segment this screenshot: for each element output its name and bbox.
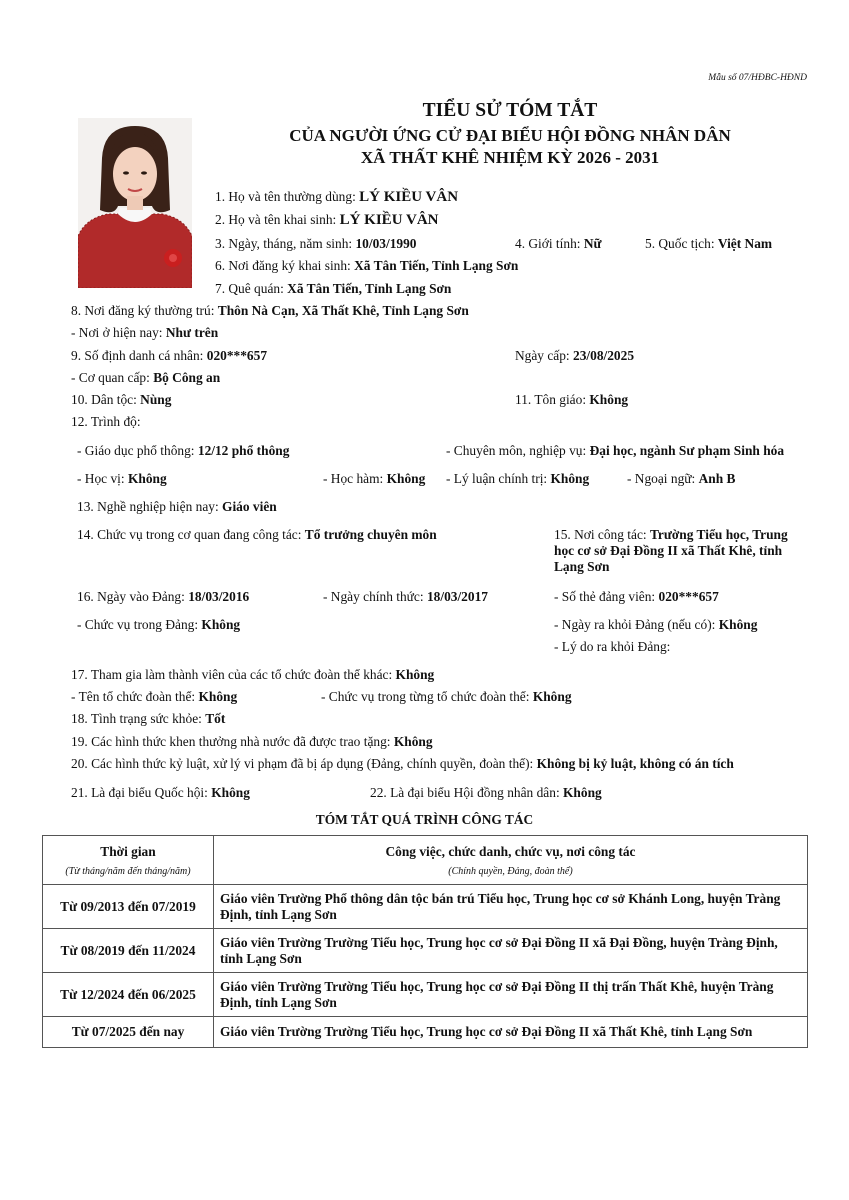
column-title: Công việc, chức danh, chức vụ, nơi công tác <box>385 843 636 859</box>
field-party-leave-reason: - Lý do ra khỏi Đảng: <box>554 639 671 654</box>
candidate-photo <box>78 118 192 288</box>
field-value: Đại học, ngành Sư phạm Sinh hóa <box>589 443 785 458</box>
field-party-leave-date <box>554 617 757 633</box>
field-value: Không <box>201 617 241 632</box>
field-value: Trường Tiểu học, Trung học cơ sở Đại Đồng II xã Thất Khê, tỉnh Lạng Sơn <box>554 527 788 574</box>
field-value: Anh B <box>698 471 736 486</box>
field-specialization <box>446 443 784 459</box>
field-health <box>71 711 225 727</box>
form-number: Mẫu số 07/HĐBC-HĐND <box>708 73 807 83</box>
field-label: - Học hàm: <box>323 471 387 486</box>
field-label: - Nơi ở hiện nay: <box>71 325 166 340</box>
field-occupation <box>77 499 277 515</box>
field-organization-position <box>321 689 572 705</box>
field-workplace <box>554 527 809 575</box>
field-label: 7. Quê quán: <box>215 281 288 296</box>
field-label: 15. Nơi công tác: <box>554 527 650 542</box>
field-label: - Ngày chính thức: <box>323 589 427 604</box>
field-label: - Ngoại ngữ: <box>627 471 699 486</box>
work-history-table <box>42 835 808 1048</box>
table-row <box>43 973 808 1017</box>
field-value: Không <box>563 785 602 800</box>
column-header-description <box>214 836 808 885</box>
field-value: Thôn Nà Cạn, Xã Thất Khê, Tỉnh Lạng Sơn <box>217 303 469 318</box>
portrait-image <box>78 118 192 288</box>
field-label: 18. Tình trạng sức khỏe: <box>71 711 206 726</box>
row-period: Từ 12/2024 đến 06/2025 <box>43 973 214 1017</box>
field-label: 6. Nơi đăng ký khai sinh: <box>215 258 355 273</box>
field-label: - Số thẻ đảng viên: <box>554 589 659 604</box>
field-label: 10. Dân tộc: <box>71 392 141 407</box>
field-label: - Chức vụ trong Đảng: <box>77 617 202 632</box>
column-subtitle: (Từ tháng/năm đến tháng/năm) <box>65 865 191 877</box>
field-label: 2. Họ và tên khai sinh: <box>215 212 340 227</box>
field-label: 3. Ngày, tháng, năm sinh: <box>215 236 356 251</box>
field-nationality <box>645 236 772 252</box>
field-value: 23/08/2025 <box>573 348 635 363</box>
field-value: Xã Tân Tiến, Tỉnh Lạng Sơn <box>354 258 519 273</box>
column-header-period <box>43 836 214 885</box>
field-value: Không bị kỷ luật, không có án tích <box>536 756 734 771</box>
column-subtitle: (Chính quyền, Đảng, đoàn thể) <box>448 865 573 877</box>
field-ethnicity <box>71 392 171 408</box>
row-period: Từ 07/2025 đến nay <box>43 1017 214 1048</box>
field-peoples-council-delegate <box>370 785 602 801</box>
field-value: Việt Nam <box>717 236 773 251</box>
field-label: 1. Họ và tên thường dùng: <box>215 189 360 204</box>
field-value: Tổ trưởng chuyên môn <box>304 527 437 542</box>
row-description: Giáo viên Trường Phổ thông dân tộc bán trú Tiểu học, Trung học cơ sở Khánh Long, huyện Tràng Định, tỉnh Lạng Sơn <box>214 885 808 929</box>
field-value: 18/03/2016 <box>188 589 250 604</box>
field-issuing-agency <box>71 370 220 386</box>
field-value: Không <box>589 392 629 407</box>
field-label: - Giáo dục phổ thông: <box>77 443 198 458</box>
field-label: 14. Chức vụ trong cơ quan đang công tác: <box>77 527 305 542</box>
field-value: 10/03/1990 <box>355 236 417 251</box>
field-value: 12/12 phổ thông <box>197 443 290 458</box>
field-party-position <box>77 617 240 633</box>
table-header-row <box>43 836 808 885</box>
field-party-join-date <box>77 589 249 605</box>
field-value: Không <box>127 471 167 486</box>
field-label: 13. Nghề nghiệp hiện nay: <box>77 499 223 514</box>
field-value: Như trên <box>165 325 219 340</box>
field-label: - Chức vụ trong từng tổ chức đoàn thể: <box>321 689 533 704</box>
field-label: 5. Quốc tịch: <box>645 236 718 251</box>
table-row <box>43 929 808 973</box>
field-label: 20. Các hình thức kỷ luật, xử lý vi phạm đã bị áp dụng (Đảng, chính quyền, đoàn thể): <box>71 756 537 771</box>
row-description: Giáo viên Trường Trường Tiểu học, Trung học cơ sở Đại Đồng II thị trấn Thất Khê, huyện Tràng Định, tỉnh Lạng Sơn <box>214 973 808 1017</box>
field-label: - Lý luận chính trị: <box>446 471 551 486</box>
field-personal-id <box>71 348 267 364</box>
field-label: - Cơ quan cấp: <box>71 370 154 385</box>
field-value: Không <box>395 667 435 682</box>
row-period: Từ 08/2019 đến 11/2024 <box>43 929 214 973</box>
field-label: 19. Các hình thức khen thưởng nhà nước đã được trao tặng: <box>71 734 394 749</box>
field-organization-name <box>71 689 237 705</box>
field-national-assembly-delegate <box>71 785 250 801</box>
field-value: Tốt <box>205 711 226 726</box>
field-label: 16. Ngày vào Đảng: <box>77 589 189 604</box>
field-value: LÝ KIỀU VÂN <box>359 189 459 205</box>
work-history-title: TÓM TẮT QUÁ TRÌNH CÔNG TÁC <box>315 812 534 827</box>
row-period: Từ 09/2013 đến 07/2019 <box>43 885 214 929</box>
field-value: 18/03/2017 <box>426 589 488 604</box>
field-birth-registration <box>215 258 518 274</box>
field-value: Bộ Công an <box>153 370 221 385</box>
field-party-card-number <box>554 589 719 605</box>
field-label: - Tên tổ chức đoàn thể: <box>71 689 199 704</box>
field-value: Nữ <box>583 236 602 251</box>
field-value: Không <box>211 785 250 800</box>
document-subtitle-2: XÃ THẤT KHÊ NHIỆM KỲ 2026 - 2031 <box>360 148 660 167</box>
field-label: 11. Tôn giáo: <box>515 392 590 407</box>
field-value: Không <box>198 689 238 704</box>
field-permanent-residence <box>71 303 469 319</box>
field-value: Không <box>386 471 426 486</box>
field-label: - Học vị: <box>77 471 128 486</box>
field-value: LÝ KIỀU VÂN <box>339 212 439 228</box>
field-common-name <box>215 189 458 205</box>
column-title: Thời gian <box>100 843 156 859</box>
field-label: Ngày cấp: <box>515 348 574 363</box>
field-value: 020***657 <box>658 589 719 604</box>
field-religion <box>515 392 628 408</box>
field-label: 22. Là đại biểu Hội đồng nhân dân: <box>370 785 564 800</box>
field-date-of-birth <box>215 236 416 252</box>
field-label: 21. Là đại biểu Quốc hội: <box>71 785 212 800</box>
field-value: Không <box>550 471 590 486</box>
field-party-official-date <box>323 589 488 605</box>
field-birth-name <box>215 212 439 228</box>
field-position <box>77 527 437 543</box>
table-row <box>43 885 808 929</box>
field-value: Giáo viên <box>222 499 277 514</box>
field-degree <box>77 471 167 487</box>
field-value: Nùng <box>140 392 172 407</box>
field-value: Không <box>718 617 758 632</box>
field-education-heading: 12. Trình độ: <box>71 414 141 429</box>
field-value: Không <box>393 734 433 749</box>
field-value: Xã Tân Tiến, Tỉnh Lạng Sơn <box>287 281 452 296</box>
document-title: TIỂU SỬ TÓM TẮT <box>422 100 598 121</box>
row-description: Giáo viên Trường Trường Tiểu học, Trung học cơ sở Đại Đồng II xã Đại Đồng, huyện Tràng Định, tỉnh Lạng Sơn <box>214 929 808 973</box>
field-value: Không <box>532 689 572 704</box>
field-id-issue-date <box>515 348 634 364</box>
field-label: - Ngày ra khỏi Đảng (nếu có): <box>554 617 719 632</box>
field-label: 17. Tham gia làm thành viên của các tổ chức đoàn thể khác: <box>71 667 396 682</box>
field-foreign-language <box>627 471 735 487</box>
field-general-education <box>77 443 289 459</box>
field-label: 9. Số định danh cá nhân: <box>71 348 207 363</box>
field-label: 4. Giới tính: <box>515 236 584 251</box>
field-discipline <box>71 756 734 772</box>
field-academic-title <box>323 471 425 487</box>
field-current-residence <box>71 325 218 341</box>
field-value: 020***657 <box>206 348 268 363</box>
field-label: 8. Nơi đăng ký thường trú: <box>71 303 218 318</box>
field-political-theory <box>446 471 589 487</box>
field-label: - Chuyên môn, nghiệp vụ: <box>446 443 590 458</box>
field-other-organizations <box>71 667 434 683</box>
row-description: Giáo viên Trường Trường Tiểu học, Trung học cơ sở Đại Đồng II xã Thất Khê, tỉnh Lạng Sơn <box>214 1017 808 1048</box>
field-gender <box>515 236 602 252</box>
document-subtitle-1: CỦA NGƯỜI ỨNG CỬ ĐẠI BIỂU HỘI ĐỒNG NHÂN DÂN <box>289 126 731 145</box>
table-row <box>43 1017 808 1048</box>
field-hometown <box>215 281 451 297</box>
field-awards <box>71 734 433 750</box>
